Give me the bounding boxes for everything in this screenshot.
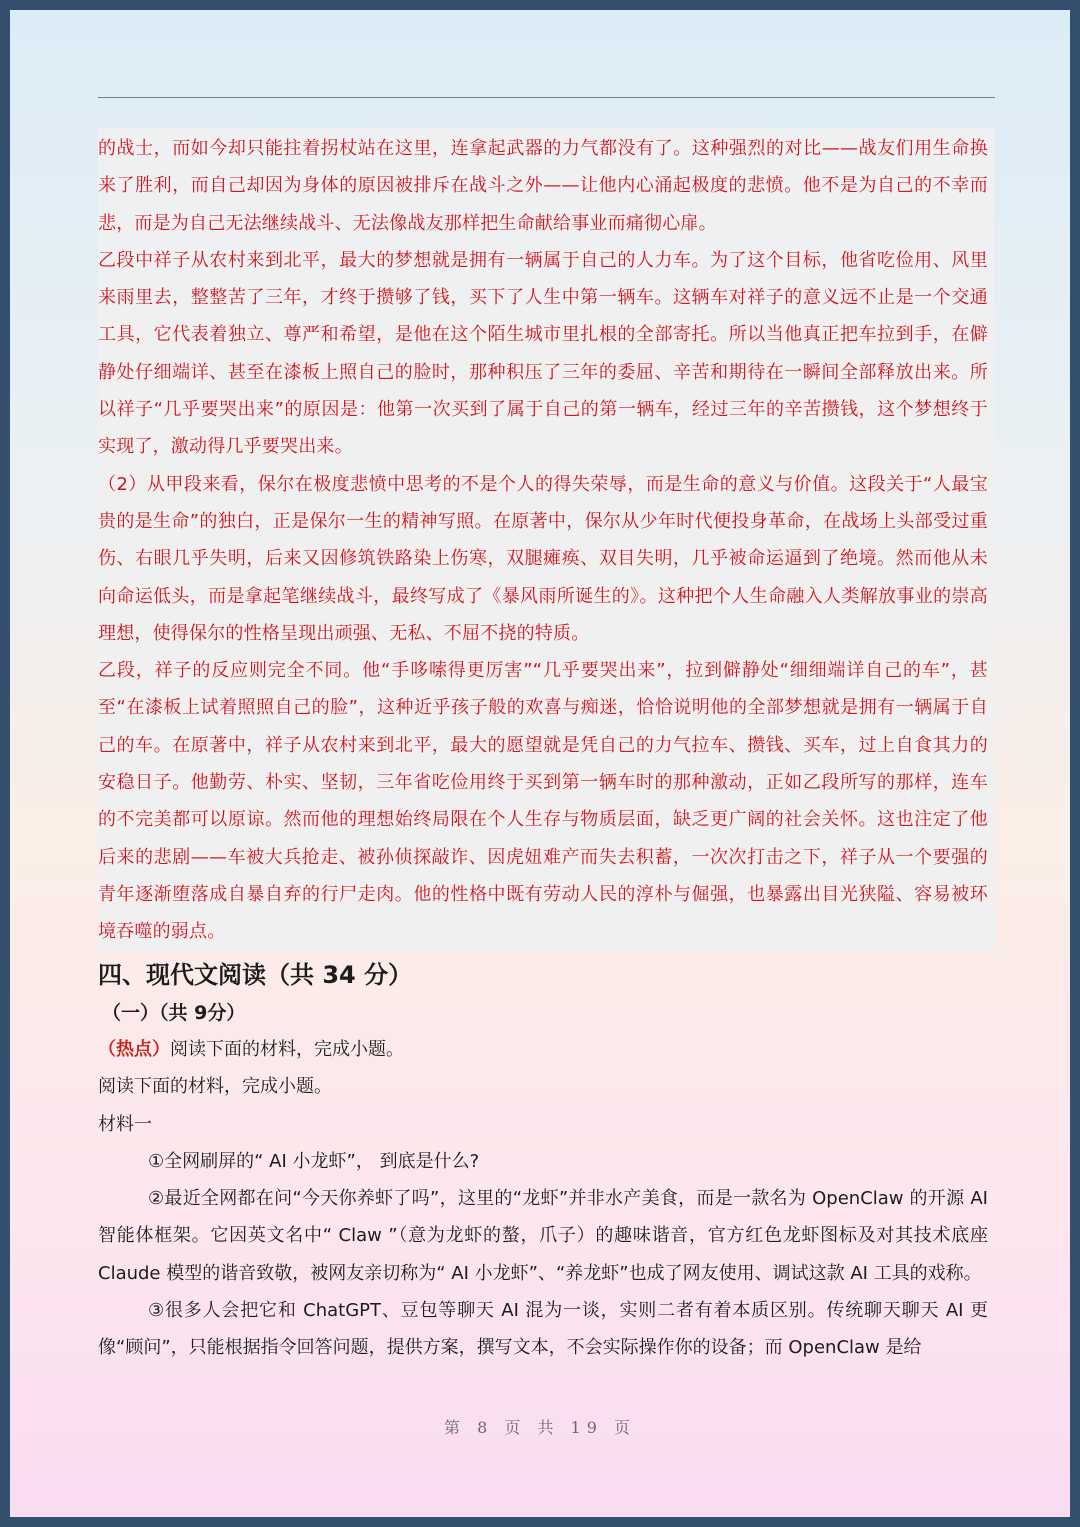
- hot-instruction: [98, 1031, 988, 1068]
- hot-label: （热点）: [98, 1039, 170, 1060]
- document-page: [10, 10, 1070, 1517]
- answer-block: [98, 130, 988, 951]
- answer-paragraph-4: 乙段，祥子的反应则完全不同。他“手哆嗦得更厉害”“几乎要哭出来”，拉到僻静处“细细端详自己的车”，甚至“在漆板上试着照照自己的脸”，这种近乎孩子般的欢喜与痴迷，恰恰说明他的全部梦想就是拥有一辆属于自己的车。在原著中，祥子从农村来到北平，最大的愿望就是凭自己的力气拉车、攒钱、买车，过上自食其力的安稳日子。他勤劳、朴实、坚韧，三年省吃俭用终于买到第一辆车时的那种激动，正如乙段所写的那样，连车的不完美都可以原谅。然而他的理想始终局限在个人生存与物质层面，缺乏更广阔的社会关怀。这也注定了他后来的悲剧——车被大兵抢走、被孙侦探敲诈、因虎妞难产而失去积蓄，一次次打击之下，祥子从一个要强的青年逐渐堕落成自暴自弃的行尸走肉。他的性格中既有劳动人民的淳朴与倔强，也暴露出目光狭隘、容易被环境吞噬的弱点。: [98, 660, 988, 943]
- page-footer: 第 8 页 共 19 页: [444, 1418, 636, 1437]
- material-paragraph-2: ②最近全网都在问“今天你养虾了吗”，这里的“龙虾”并非水产美食，而是一款名为 OpenClaw 的开源 AI 智能体框架。它因英文名中“ Claw ”（意为龙虾的螯，爪子）的趣味谐音，官方红色龙虾图标及对其技术底座 Claude 模型的谐音致敬，被网友亲切称为“ AI 小龙虾”、“养龙虾”也成了网友使用、调试这款 AI 工具的戏称。: [98, 1188, 988, 1284]
- answer-paragraph-1: 的战士，而如今却只能拄着拐杖站在这里，连拿起武器的力气都没有了。这种强烈的对比——战友们用生命换来了胜利，而自己却因为身体的原因被排斥在战斗之外——让他内心涌起极度的悲愤。他不是为自己的不幸而悲，而是为自己无法继续战斗、无法像战友那样把生命献给事业而痛彻心扉。: [98, 138, 988, 234]
- question-section: [98, 955, 988, 1367]
- material-paragraph-1: ①全网刷屏的“ AI 小龙虾”， 到底是什么?: [148, 1150, 480, 1172]
- header-rule: [98, 97, 995, 98]
- sub-section-title: （一）（共 9分）: [102, 1002, 246, 1024]
- answer-paragraph-2: 乙段中祥子从农村来到北平，最大的梦想就是拥有一辆属于自己的人力车。为了这个目标，他省吃俭用、风里来雨里去，整整苦了三年，才终于攒够了钱，买下了人生中第一辆车。这辆车对祥子的意义远不止是一个交通工具，它代表着独立、尊严和希望，是他在这个陌生城市里扎根的全部寄托。所以当他真正把车拉到手，在僻静处仔细端详、甚至在漆板上照自己的脸时，那种积压了三年的委屈、辛苦和期待在一瞬间全部释放出来。所以祥子“几乎要哭出来”的原因是：他第一次买到了属于自己的第一辆车，经过三年的辛苦攒钱，这个梦想终于实现了，激动得几乎要哭出来。: [98, 249, 988, 458]
- material-paragraph-3: ③很多人会把它和 ChatGPT、豆包等聊天 AI 混为一谈，实则二者有着本质区别。传统聊天聊天 AI 更像“顾问”，只能根据指令回答问题，提供方案，撰写文本，不会实际操作你的设备；而 OpenClaw 是给: [98, 1300, 988, 1359]
- hot-instruction-text: 阅读下面的材料，完成小题。: [170, 1039, 404, 1060]
- section-title: 四、现代文阅读（共 34 分）: [98, 961, 413, 989]
- material-label: 材料一: [98, 1113, 152, 1135]
- answer-paragraph-3: （2）从甲段来看，保尔在极度悲愤中思考的不是个人的得失荣辱，而是生命的意义与价值。这段关于“人最宝贵的是生命”的独白，正是保尔一生的精神写照。在原著中，保尔从少年时代便投身革命，在战场上头部受过重伤、右眼几乎失明，后来又因修筑铁路染上伤寒，双腿瘫痪、双目失明，几乎被命运逼到了绝境。然而他从未向命运低头，而是拿起笔继续战斗，最终写成了《暴风雨所诞生的》。这种把个人生命融入人类解放事业的崇高理想，使得保尔的性格呈现出顽强、无私、不屈不挠的特质。: [98, 473, 988, 644]
- instruction: 阅读下面的材料，完成小题。: [98, 1076, 332, 1098]
